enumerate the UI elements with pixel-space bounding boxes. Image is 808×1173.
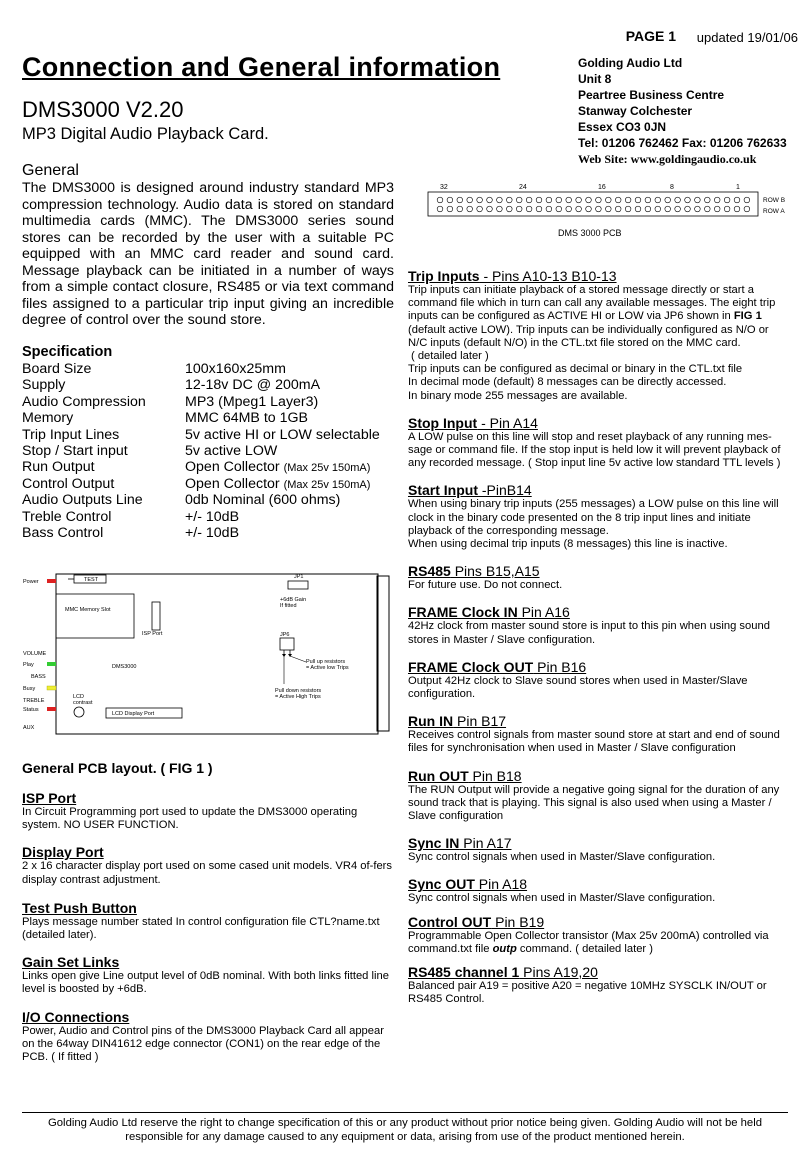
right-section-pin: Pin A16 <box>517 604 570 621</box>
connector-pin <box>586 197 592 203</box>
connector-pin <box>606 206 612 212</box>
spec-row <box>22 377 394 393</box>
page-title: Connection and General information <box>22 52 501 82</box>
lcd-label: LCD <box>73 694 85 700</box>
spec-row <box>22 443 394 459</box>
status-label: Status <box>23 707 39 713</box>
right-section <box>408 415 782 471</box>
right-section-pin: - Pin A14 <box>477 414 538 431</box>
spec-row <box>22 509 394 525</box>
page-number: PAGE 1 <box>625 28 676 44</box>
right-section <box>408 768 782 824</box>
connector-pin <box>546 206 552 212</box>
rs485-ch1-title: RS485 channel 1 <box>408 964 520 981</box>
left-section-body: Power, Audio and Control pins of the DMS3000 Playback Card all appear on the 64way DIN41612 edge connector (CON1) on the rear edge of the PCB. ( If fitted ) <box>22 1024 384 1064</box>
right-section-heading <box>408 876 782 892</box>
spec-table <box>22 361 394 541</box>
connector-row-label: ROW A <box>763 208 785 215</box>
connector-pin <box>526 206 532 212</box>
spec-row <box>22 492 394 508</box>
right-section-body: Sync control signals when used in Master/Slave configuration. <box>408 892 716 905</box>
pullup-label: Pull up resistors <box>306 659 346 665</box>
spec-value: 5v active HI or LOW selectable <box>185 426 380 443</box>
volume-label: VOLUME <box>23 651 47 657</box>
spec-row <box>22 394 394 410</box>
right-section-heading <box>408 482 782 498</box>
connector-pin <box>724 197 730 203</box>
control-out-body-1: Programmable Open Collector transistor (Max 25v 200mA) controlled via command.txt file <box>408 929 769 955</box>
power-label: Power <box>23 579 39 585</box>
left-section-title: Display Port <box>22 844 104 861</box>
spec-heading: Specification <box>22 344 113 360</box>
right-section <box>408 835 782 864</box>
connector-pin <box>615 197 621 203</box>
connector-pin <box>675 197 681 203</box>
spec-key: Treble Control <box>22 508 112 525</box>
connector-pin <box>665 206 671 212</box>
gain-label: +6dB Gain <box>280 597 307 603</box>
left-section <box>22 1009 394 1065</box>
connector-pin <box>536 206 542 212</box>
right-section-body: When using binary trip inputs (255 messages) a LOW pulse on this line will clock in the binary code presented on the 8 trip input lines and initiate playback of the corresponding message. When using decimal trip inputs (8 messages) this line is inactive. <box>408 498 779 551</box>
rs485-ch1-pin: Pins A19,20 <box>519 964 598 981</box>
connector-pin <box>635 197 641 203</box>
connector-pin <box>744 197 750 203</box>
company-address <box>578 55 787 167</box>
right-section-body: Receives control signals from master sound store at start and end of sound files for synchronisation when used in Master / Slave configuration <box>408 729 780 755</box>
spec-key: Stop / Start input <box>22 442 128 459</box>
rs485-ch1-body: Balanced pair A19 = positive A20 = negative 10MHz SYSCLK IN/OUT or RS485 Control. <box>408 980 767 1006</box>
trip-body-6: In binary mode 255 messages are available. <box>408 389 628 402</box>
jp1-link <box>288 581 308 589</box>
pulldown-label: Pull down resistors <box>275 688 322 694</box>
lcd-port-label: LCD Display Port <box>112 711 155 717</box>
connector-pin <box>576 197 582 203</box>
connector-pin-label: 24 <box>519 184 527 191</box>
spec-row <box>22 427 394 443</box>
left-section-title: Gain Set Links <box>22 954 120 971</box>
control-out-body <box>408 930 782 956</box>
dms-label: DMS3000 <box>112 664 137 670</box>
isp-port <box>152 602 160 630</box>
right-section-title: Sync OUT <box>408 876 475 893</box>
spec-row <box>22 476 394 492</box>
spec-row <box>22 525 394 541</box>
connector-pin-label: 32 <box>440 184 448 191</box>
connector-pin <box>705 206 711 212</box>
connector-pin <box>695 197 701 203</box>
connector-pin <box>526 197 532 203</box>
company-county: Essex CO3 0JN <box>578 120 667 134</box>
connector-pin <box>734 206 740 212</box>
general-heading: General <box>22 162 79 179</box>
trip-body-5: In decimal mode (default) 8 messages can be directly accessed. <box>408 376 727 389</box>
trip-body-1: Trip inputs can initiate playback of a stored message directly or start a command file which in turn can call any available messages. The eight trip inputs can be configured as ACTIVE HI or LOW via JP6 shown in <box>408 284 776 323</box>
right-section <box>408 659 782 701</box>
right-section-heading <box>408 415 782 431</box>
connector-pin-label: 8 <box>670 184 674 191</box>
control-out-em: outp <box>492 942 517 955</box>
connector-pin <box>714 206 720 212</box>
right-section-title: Run IN <box>408 713 454 730</box>
right-section-title: Start Input <box>408 482 478 499</box>
trip-pin: - Pins A10-13 B10-13 <box>479 268 617 284</box>
right-section-heading <box>408 563 782 579</box>
connector-pin <box>447 197 453 203</box>
connector-pin <box>625 206 631 212</box>
control-out-section <box>408 914 782 956</box>
spec-key: Supply <box>22 377 66 394</box>
spec-key: Control Output <box>22 475 115 492</box>
pullup-label-2: = Active low Trips <box>306 665 349 671</box>
right-section <box>408 604 782 646</box>
mmc-slot <box>56 594 134 638</box>
right-section <box>408 876 782 905</box>
connector-pin <box>734 197 740 203</box>
spec-row <box>22 410 394 426</box>
company-web: Web Site: www.goldingaudio.co.uk <box>578 152 757 166</box>
spec-value: Open Collector (Max 25v 150mA) <box>185 459 371 476</box>
right-section-heading <box>408 659 782 675</box>
spec-value: Open Collector (Max 25v 150mA) <box>185 475 371 492</box>
left-section-title: ISP Port <box>22 790 77 806</box>
right-section-pin: -PinB14 <box>478 482 532 499</box>
footer-disclaimer: Golding Audio Ltd reserve the right to change specification of this or any product without prior notice being given. Golding Audio will not be held responsible for any damage caused to any equipment or data, arising from use of the product mentioned herein. <box>47 1117 763 1143</box>
right-sections <box>408 268 782 1007</box>
spec-row <box>22 361 394 377</box>
connector-pin <box>556 206 562 212</box>
connector-pin <box>516 197 522 203</box>
connector-pin <box>507 197 513 203</box>
left-section-title: I/O Connections <box>22 1008 130 1025</box>
footer-divider <box>22 1112 788 1113</box>
jp1-label: JP1 <box>294 574 304 580</box>
spec-key: Trip Input Lines <box>22 426 120 443</box>
left-section-body: 2 x 16 character display port used on some cased unit models. VR4 of-fers display contrast adjustment. <box>22 860 392 886</box>
connector-pin <box>487 206 493 212</box>
connector-pin <box>566 206 572 212</box>
control-out-pin: Pin B19 <box>491 913 545 930</box>
right-section-pin: Pin B18 <box>468 767 522 784</box>
right-section-heading <box>408 604 782 620</box>
isp-label: ISP Port <box>142 631 163 637</box>
right-section-body: The RUN Output will provide a negative going signal for the duration of any sound track that is playing. This signal is also used when using a Master / Slave configuration <box>408 783 780 823</box>
spec-key: Bass Control <box>22 524 104 541</box>
trip-heading <box>408 268 782 284</box>
connector-pin <box>635 206 641 212</box>
right-section-pin: Pin B16 <box>533 658 587 675</box>
spec-value: MMC 64MB to 1GB <box>185 410 308 427</box>
spec-value: MP3 (Mpeg1 Layer3) <box>185 393 319 410</box>
figure-caption: General PCB layout. ( FIG 1 ) <box>22 760 213 776</box>
connector-pin-label: 16 <box>598 184 606 191</box>
connector-pin <box>457 206 463 212</box>
right-section <box>408 713 782 755</box>
connector-pin <box>675 206 681 212</box>
connector-pin <box>655 197 661 203</box>
connector-pin-label: 1 <box>736 184 740 191</box>
left-section-body: Links open give Line output level of 0dB nominal. With both links fitted line level is boosted by +6dB. <box>22 970 389 996</box>
left-section-title: Test Push Button <box>22 899 137 916</box>
left-sections <box>22 790 394 1076</box>
connector-body <box>428 192 758 216</box>
trip-title: Trip Inputs <box>408 268 480 284</box>
contrast-pot <box>74 707 84 717</box>
pcb-layout-figure <box>22 566 394 742</box>
treble-label: TREBLE <box>23 698 45 704</box>
right-section-title: Stop Input <box>408 414 478 431</box>
spec-value: 0db Nominal (600 ohms) <box>185 492 341 509</box>
edge-connector <box>377 576 389 731</box>
connector-pin <box>714 197 720 203</box>
trip-body <box>408 284 782 403</box>
control-out-heading <box>408 914 782 930</box>
right-section-body: 42Hz clock from master sound store is input to this pin when using sound stores in Master / Slave configuration. <box>408 620 770 646</box>
right-section-title: RS485 <box>408 563 451 580</box>
connector-pin <box>596 197 602 203</box>
right-section-title: Sync IN <box>408 835 460 852</box>
connector-pin <box>536 197 542 203</box>
connector-pin <box>615 206 621 212</box>
spec-value: +/- 10dB <box>185 524 240 541</box>
left-section <box>22 844 394 886</box>
product-version: DMS3000 V2.20 <box>22 97 184 122</box>
right-section-heading <box>408 713 782 729</box>
right-section-heading <box>408 835 782 851</box>
connector-pin <box>705 197 711 203</box>
busy-label: Busy <box>23 686 36 692</box>
right-section-heading <box>408 768 782 784</box>
spec-key: Audio Outputs Line <box>22 492 143 509</box>
left-section-body: In Circuit Programming port used to update the DMS3000 operating system. NO USER FUNCTION. <box>22 806 358 832</box>
rs485-ch1-section <box>408 964 782 1006</box>
spec-row <box>22 459 394 475</box>
test-label: TEST <box>84 577 99 583</box>
right-section <box>408 482 782 551</box>
connector-pin <box>665 197 671 203</box>
connector-pin <box>556 197 562 203</box>
jp6-label: JP6 <box>280 632 290 638</box>
spec-key: Run Output <box>22 459 95 476</box>
left-section <box>22 790 394 832</box>
connector-pin <box>516 206 522 212</box>
status-led <box>47 707 56 711</box>
connector-pin <box>497 206 503 212</box>
right-section-body: For future use. Do not connect. <box>408 579 563 592</box>
play-led <box>47 662 56 666</box>
contrast-label: contrast <box>73 700 93 706</box>
general-body: The DMS3000 is designed around industry standard MP3 compression technology. Audio data is stored on standard multimedia cards (MMC). The DMS3000 series sound stores can be recorded by the user with a suitable PC equipped with an MMC card reader and sound card. Message playback can be initiated in a number of ways from a simple contact closure, RS485 or via text command files assigned to a particular trip input giving an incredible degree of control over the sound store. <box>22 180 394 328</box>
right-section-pin: Pin B17 <box>453 713 507 730</box>
spec-key: Audio Compression <box>22 393 146 410</box>
trip-inputs-section <box>408 268 782 403</box>
connector-pin <box>724 206 730 212</box>
company-street: Stanway Colchester <box>578 104 693 118</box>
connector-pin <box>606 197 612 203</box>
right-section-body: Sync control signals when used in Master/Slave configuration. <box>408 851 716 864</box>
right-section-pin: Pin A17 <box>459 835 512 852</box>
spec-value: 12-18v DC @ 200mA <box>185 377 321 394</box>
updated-date: updated 19/01/06 <box>696 30 798 45</box>
connector-pin <box>447 206 453 212</box>
connector-caption: DMS 3000 PCB <box>558 228 622 238</box>
spec-value: 100x160x25mm <box>185 361 286 377</box>
pcb-outline <box>56 574 378 734</box>
trip-body-2: (default active LOW). Trip inputs can be individually configured as N/O or N/C inputs (default N/O) in the CTL.txt file stored on the MMC card. <box>408 323 769 349</box>
connector-pin <box>497 197 503 203</box>
company-name: Golding Audio Ltd <box>578 56 683 70</box>
connector-pin <box>467 206 473 212</box>
connector-pin <box>685 197 691 203</box>
connector-pin <box>507 206 513 212</box>
right-section-title: FRAME Clock IN <box>408 604 518 621</box>
right-section-title: Run OUT <box>408 767 469 784</box>
trip-fig-ref: FIG 1 <box>733 310 762 323</box>
company-centre: Peartree Business Centre <box>578 88 725 102</box>
connector-pin <box>457 197 463 203</box>
rs485-ch1-heading <box>408 964 782 980</box>
connector-pin <box>566 197 572 203</box>
left-section <box>22 954 394 996</box>
left-section-body: Plays message number stated In control configuration file CTL?name.txt (detailed later). <box>22 915 380 942</box>
right-section <box>408 563 782 592</box>
connector-pin <box>596 206 602 212</box>
busy-led <box>47 686 56 690</box>
connector-pin <box>685 206 691 212</box>
company-unit: Unit 8 <box>578 72 612 86</box>
gain-label-2: If fitted <box>280 603 297 609</box>
connector-pin <box>625 197 631 203</box>
spec-value: +/- 10dB <box>185 508 240 525</box>
control-out-title: Control OUT <box>408 913 492 930</box>
pulldown-label-2: = Active High Trips <box>275 694 321 700</box>
connector-pin <box>586 206 592 212</box>
spec-value: 5v active LOW <box>185 442 278 459</box>
spec-key: Board Size <box>22 361 92 377</box>
connector-row-label: ROW B <box>763 197 786 204</box>
connector-pin <box>437 197 443 203</box>
right-section-body: Output 42Hz clock to Slave sound stores when used in Master/Slave configuration. <box>408 674 748 701</box>
power-led <box>47 579 56 583</box>
connector-pin <box>645 197 651 203</box>
aux-label: AUX <box>23 725 35 731</box>
connector-pin <box>576 206 582 212</box>
bass-label: BASS <box>31 674 46 680</box>
product-subtitle: MP3 Digital Audio Playback Card. <box>22 125 269 143</box>
play-label: Play <box>23 662 34 668</box>
mmc-label: MMC Memory Slot <box>65 607 111 613</box>
connector-pin <box>645 206 651 212</box>
connector-diagram <box>408 180 788 242</box>
right-section-title: FRAME Clock OUT <box>408 658 534 675</box>
connector-pin <box>744 206 750 212</box>
connector-pin <box>487 197 493 203</box>
spec-key: Memory <box>22 410 74 427</box>
right-section-body: A LOW pulse on this line will stop and reset playback of any running mes-sage or command file. If the stop input is held low it will prevent playback of any recorded message. ( Stop input line 5v active low standard TTL levels ) <box>408 430 781 470</box>
right-section-pin: Pin A18 <box>474 876 528 893</box>
left-section <box>22 900 394 942</box>
connector-pin <box>437 206 443 212</box>
trip-body-3: ( detailed later ) <box>411 350 489 363</box>
trip-body-4: Trip inputs can be configured as decimal or binary in the CTL.txt file <box>408 363 743 376</box>
control-out-body-2: command. ( detailed later ) <box>516 942 653 955</box>
connector-pin <box>477 206 483 212</box>
connector-pin <box>467 197 473 203</box>
connector-pin <box>477 197 483 203</box>
connector-pin <box>546 197 552 203</box>
right-section-pin: Pins B15,A15 <box>450 563 540 580</box>
connector-pin <box>695 206 701 212</box>
jp6-link <box>280 638 294 650</box>
company-tel: Tel: 01206 762462 Fax: 01206 762633 <box>578 136 787 150</box>
connector-pin <box>655 206 661 212</box>
